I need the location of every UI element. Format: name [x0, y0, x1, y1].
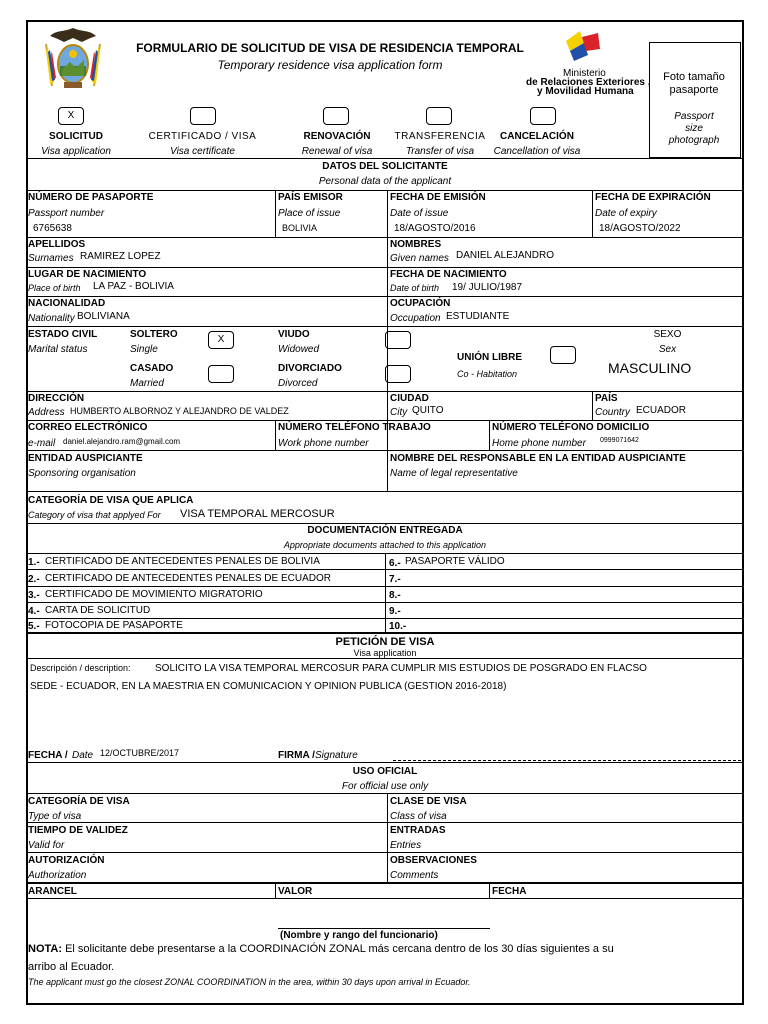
surnames-label-en: Surnames: [28, 253, 74, 264]
label-cancelacion: CANCELACIÓN: [500, 131, 574, 142]
official-visa-class-label: CLASE DE VISA: [390, 796, 467, 807]
note-label: NOTA:: [28, 943, 63, 955]
ministry-name-1: Ministerio: [563, 68, 606, 79]
official-comments-label-en: Comments: [390, 870, 439, 881]
note-line-1: [28, 943, 614, 955]
label-transferencia: TRANSFERENCIA: [394, 131, 486, 142]
doc-text-2[interactable]: CERTIFICADO DE ANTECEDENTES PENALES DE ECUADOR: [45, 573, 331, 584]
note-text-1: El solicitante debe presentarse a la COORDINACIÓN ZONAL más cercana dentro de los 30 días siguientes a su: [65, 943, 614, 955]
city-label: CIUDAD: [390, 393, 429, 404]
official-entries-label: ENTRADAS: [390, 825, 446, 836]
birthdate-label-en: Date of birth: [390, 283, 440, 293]
label-cancelacion-en: Cancellation of visa: [493, 146, 581, 157]
photo-label-es-1: Foto tamaño: [663, 71, 725, 83]
surnames-label: APELLIDOS: [28, 239, 86, 250]
divorced-label: DIVORCIADO: [278, 363, 342, 374]
petition-title: PETICIÓN DE VISA: [335, 636, 435, 648]
ministry-name-3: y Movilidad Humana: [537, 86, 634, 97]
date-value[interactable]: 12/OCTUBRE/2017: [100, 748, 180, 758]
checkbox-solicitud[interactable]: X: [58, 107, 84, 125]
doc-num-3: 3.-: [28, 590, 40, 601]
doc-num-8: 8.-: [389, 590, 401, 601]
checkbox-renovacion[interactable]: [323, 107, 349, 125]
ecuador-coat-of-arms-logo: [42, 26, 104, 92]
checkbox-widowed[interactable]: [385, 331, 411, 349]
label-renovacion-en: Renewal of visa: [301, 146, 373, 157]
ministry-logo: [560, 27, 604, 67]
birthplace-label-en: Place of birth: [28, 283, 81, 293]
civil-status-label: ESTADO CIVIL: [28, 329, 98, 340]
section-documents-subtitle: Appropriate documents attached to this application: [283, 540, 487, 550]
widowed-label-en: Widowed: [278, 344, 320, 355]
home-phone-label-en: Home phone number: [492, 438, 586, 449]
official-authorization-label-en: Authorization: [28, 870, 87, 881]
official-subtitle: For official use only: [341, 781, 429, 792]
work-phone-label: NÚMERO TELÉFONO TRABAJO: [278, 422, 431, 433]
work-phone-label-en: Work phone number: [278, 438, 369, 449]
married-label-en: Married: [130, 378, 164, 389]
checkbox-cancelacion[interactable]: [530, 107, 556, 125]
label-renovacion: RENOVACIÓN: [303, 131, 371, 142]
label-transferencia-en: Transfer of visa: [405, 146, 475, 157]
birthdate-label: FECHA DE NACIMIENTO: [390, 269, 507, 280]
official-validity-label: TIEMPO DE VALIDEZ: [28, 825, 128, 836]
address-label: DIRECCIÓN: [28, 393, 85, 404]
passport-value[interactable]: 6765638: [33, 223, 72, 234]
photo-label-en-2: size: [685, 123, 703, 134]
doc-text-5[interactable]: FOTOCOPIA DE PASAPORTE: [45, 620, 183, 631]
issuer-label: PAÍS EMISOR: [278, 192, 343, 203]
nationality-label-en: Nationality: [28, 313, 75, 324]
country-label: PAÍS: [595, 393, 618, 404]
checkbox-transferencia[interactable]: [426, 107, 452, 125]
legal-rep-label-en: Name of legal representative: [390, 468, 518, 479]
official-entries-label-en: Entries: [390, 840, 422, 851]
section-applicant-title: DATOS DEL SOLICITANTE: [322, 161, 448, 172]
union-label: UNIÓN LIBRE: [457, 352, 522, 363]
signature-label-en: Signature: [315, 750, 358, 761]
date-label: FECHA /: [28, 750, 68, 761]
label-certificado-en: Visa certificate: [170, 146, 235, 157]
email-value[interactable]: daniel.alejandro.ram@gmail.com: [63, 437, 181, 446]
checkbox-certificado[interactable]: [190, 107, 216, 125]
issue-date-value[interactable]: 18/AGOSTO/2016: [394, 223, 476, 234]
widowed-label: VIUDO: [278, 329, 310, 340]
visa-category-label-en: Category of visa that applyed For: [28, 510, 161, 520]
nationality-label: NACIONALIDAD: [28, 298, 106, 309]
doc-text-6[interactable]: PASAPORTE VÁLIDO: [405, 556, 505, 567]
sponsor-label: ENTIDAD AUSPICIANTE: [28, 453, 143, 464]
email-label: CORREO ELECTRÓNICO: [28, 422, 148, 433]
doc-num-1: 1.-: [28, 557, 40, 568]
official-comments-label: OBSERVACIONES: [390, 855, 477, 866]
description-label: Descripción / description:: [30, 663, 131, 673]
country-value[interactable]: ECUADOR: [636, 405, 687, 416]
civil-status-label-en: Marital status: [28, 344, 88, 355]
visa-category-value[interactable]: VISA TEMPORAL MERCOSUR: [180, 508, 335, 520]
section-applicant-subtitle: Personal data of the applicant: [318, 176, 452, 187]
checkbox-single[interactable]: X: [208, 331, 234, 349]
occupation-label-en: Occupation: [390, 313, 441, 324]
doc-text-4[interactable]: CARTA DE SOLICITUD: [45, 605, 151, 616]
photo-label-en-3: photograph: [668, 135, 720, 146]
form-subtitle: Temporary residence visa application form: [217, 58, 443, 72]
official-visa-category-label-en: Type of visa: [28, 811, 82, 822]
sex-label: SEXO: [653, 329, 682, 340]
checkbox-married[interactable]: [208, 365, 234, 383]
doc-num-6: 6.-: [389, 558, 401, 569]
divorced-label-en: Divorced: [278, 378, 318, 389]
official-visa-category-label: CATEGORÍA DE VISA: [28, 796, 130, 807]
signature-label: FIRMA /: [278, 750, 315, 761]
checkbox-divorced[interactable]: [385, 365, 411, 383]
description-line-2[interactable]: SEDE - ECUADOR, EN LA MAESTRIA EN COMUNICACION Y OPINION PUBLICA (GESTION 2016-2018): [30, 681, 507, 692]
doc-num-10: 10.-: [389, 621, 407, 632]
issue-date-label-en: Date of issue: [390, 208, 449, 219]
doc-num-9: 9.-: [389, 606, 401, 617]
doc-text-1[interactable]: CERTIFICADO DE ANTECEDENTES PENALES DE BOLIVIA: [45, 556, 320, 567]
checkbox-union[interactable]: [550, 346, 576, 364]
nationality-value[interactable]: BOLIVIANA: [77, 311, 130, 322]
doc-num-5: 5.-: [28, 621, 40, 632]
section-documents-title: DOCUMENTACIÓN ENTREGADA: [307, 525, 463, 536]
official-date-label: FECHA: [492, 886, 527, 897]
doc-text-3[interactable]: CERTIFICADO DE MOVIMIENTO MIGRATORIO: [45, 589, 263, 600]
union-label-en: Co - Habitation: [457, 369, 518, 379]
photo-label-es-2: pasaporte: [669, 84, 719, 96]
officer-signature-line: [278, 928, 490, 929]
single-label-en: Single: [130, 344, 158, 355]
description-line-1[interactable]: SOLICITO LA VISA TEMPORAL MERCOSUR PARA CUMPLIR MIS ESTUDIOS DE POSGRADO EN FLACSO: [155, 663, 647, 674]
birthdate-value[interactable]: 19/ JULIO/1987: [452, 282, 523, 293]
issuer-value[interactable]: BOLIVIA: [282, 223, 318, 233]
petition-subtitle: Visa application: [353, 648, 417, 658]
issue-date-label: FECHA DE EMISIÓN: [390, 192, 486, 203]
names-value[interactable]: DANIEL ALEJANDRO: [456, 250, 554, 261]
city-value[interactable]: QUITO: [412, 405, 444, 416]
names-label-en: Given names: [390, 253, 449, 264]
names-label: NOMBRES: [390, 239, 442, 250]
issuer-label-en: Place of issue: [278, 208, 341, 219]
home-phone-label: NÚMERO TELÉFONO DOMICILIO: [492, 422, 650, 433]
fee-label: ARANCEL: [28, 886, 77, 897]
home-phone-value[interactable]: 0999071642: [600, 437, 639, 444]
address-value[interactable]: HUMBERTO ALBORNOZ Y ALEJANDRO DE VALDEZ: [70, 406, 289, 416]
note-line-3: The applicant must go the closest ZONAL COORDINATION in the area, within 30 days upon arrival in Ecuador.: [28, 977, 471, 987]
sex-value[interactable]: MASCULINO: [608, 360, 692, 376]
expiry-date-label: FECHA DE EXPIRACIÓN: [595, 192, 711, 203]
surnames-value[interactable]: RAMIREZ LOPEZ: [80, 251, 161, 262]
city-label-en: City: [390, 407, 408, 418]
occupation-value[interactable]: ESTUDIANTE: [446, 311, 510, 322]
photo-label-en-1: Passport: [674, 111, 714, 122]
official-validity-label-en: Valid for: [28, 840, 65, 851]
single-label: SOLTERO: [130, 329, 178, 340]
label-certificado: CERTIFICADO / VISA: [148, 131, 257, 142]
married-label: CASADO: [130, 363, 174, 374]
legal-rep-label: NOMBRE DEL RESPONSABLE EN LA ENTIDAD AUSPICIANTE: [390, 453, 686, 464]
birthplace-label: LUGAR DE NACIMIENTO: [28, 269, 147, 280]
passport-label: NÚMERO DE PASAPORTE: [28, 192, 154, 203]
official-visa-class-label-en: Class of visa: [390, 811, 447, 822]
visa-category-label: CATEGORÍA DE VISA QUE APLICA: [28, 495, 194, 506]
doc-num-2: 2.-: [28, 574, 40, 585]
expiry-date-value[interactable]: 18/AGOSTO/2022: [599, 223, 681, 234]
occupation-label: OCUPACIÓN: [390, 298, 451, 309]
doc-num-7: 7.-: [389, 574, 401, 585]
value-label: VALOR: [278, 886, 313, 897]
expiry-date-label-en: Date of expiry: [595, 208, 657, 219]
form-title: FORMULARIO DE SOLICITUD DE VISA DE RESIDENCIA TEMPORAL: [136, 41, 524, 55]
passport-label-en: Passport number: [28, 208, 105, 219]
official-authorization-label: AUTORIZACIÓN: [28, 855, 105, 866]
official-title: USO OFICIAL: [352, 766, 418, 777]
sponsor-label-en: Sponsoring organisation: [28, 468, 136, 479]
sex-label-en: Sex: [658, 344, 677, 355]
address-label-en: Address: [28, 407, 65, 418]
officer-name-label: (Nombre y rango del funcionario): [280, 930, 438, 941]
ministry-name-2: de Relaciones Exteriores ,: [526, 77, 651, 88]
signature-line[interactable]: [393, 760, 741, 761]
note-line-2: arribo al Ecuador.: [28, 961, 115, 973]
email-label-en: e-mail: [28, 438, 56, 449]
birthplace-value[interactable]: LA PAZ - BOLIVIA: [93, 281, 174, 292]
label-solicitud-en: Visa application: [41, 146, 111, 157]
date-label-en: Date: [72, 750, 94, 761]
label-solicitud: SOLICITUD: [49, 131, 103, 142]
country-label-en: Country: [595, 407, 631, 418]
doc-num-4: 4.-: [28, 606, 40, 617]
